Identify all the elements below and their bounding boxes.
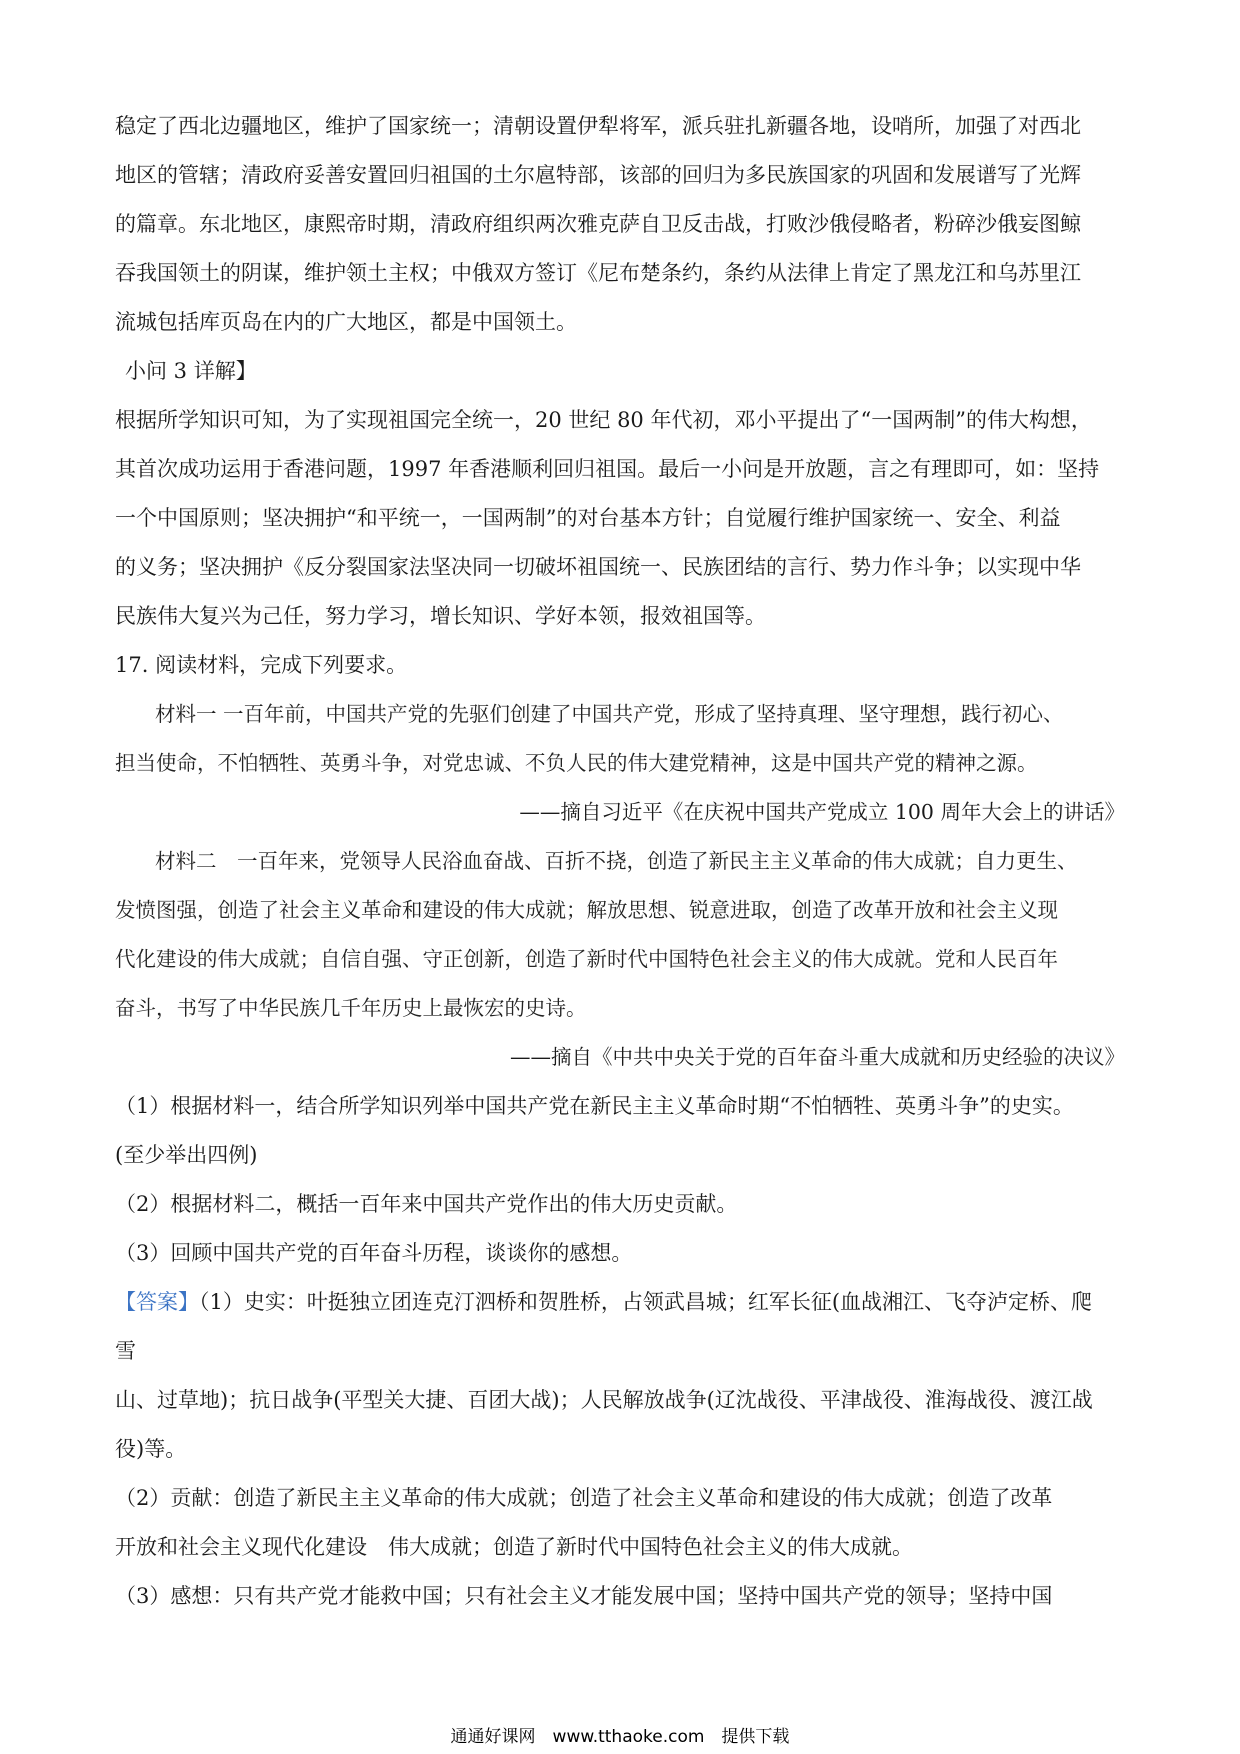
answer-line: （2）贡献：创造了新民主主义革命的伟大成就；创造了社会主义革命和建设的伟大成就；创造了改革: [115, 1486, 1053, 1510]
material-line: 材料二 一百年来，党领导人民浴血奋战、百折不挠，创造了新民主主义革命的伟大成就；自力更生、: [155, 849, 1078, 873]
page-footer: 通通好课网 www.tthaoke.com 提供下载: [450, 1727, 790, 1747]
text-line: 其首次成功运用于香港问题，1997 年香港顺利回归祖国。最后一小问是开放题，言之有理即可，如：坚持: [115, 457, 1100, 481]
question-line: （2）根据材料二，概括一百年来中国共产党作出的伟大历史贡献。: [115, 1192, 738, 1216]
page-content: [115, 102, 1135, 1621]
text-line: 稳定了西北边疆地区，维护了国家统一；清朝设置伊犁将军，派兵驻扎新疆各地，设哨所，加强了对西北: [115, 114, 1081, 138]
material-two-source: ——摘自《中共中央关于党的百年奋斗重大成就和历史经验的决议》: [510, 1045, 1125, 1069]
question-17-title: 17. 阅读材料，完成下列要求。: [115, 653, 408, 677]
text-line: 流城包括库页岛在内的广大地区，都是中国领土。: [115, 310, 577, 334]
sub-question-3-heading: 小问 3 详解】: [125, 359, 257, 383]
answer-label: 【答案】: [115, 1290, 199, 1314]
question-line: （1）根据材料一，结合所学知识列举中国共产党在新民主主义革命时期“不怕牺牲、英勇斗争”的史实。: [115, 1094, 1074, 1118]
text-line: 一个中国原则；坚决拥护“和平统一，一国两制”的对台基本方针；自觉履行维护国家统一、安全、利益: [115, 506, 1061, 530]
answer-line: 开放和社会主义现代化建设 伟大成就；创造了新时代中国特色社会主义的伟大成就。: [115, 1535, 913, 1559]
answer-block: [115, 1278, 1135, 1621]
question-line: (至少举出四例): [115, 1143, 258, 1167]
paragraph-top: [115, 102, 1135, 347]
answer-text: （1）史实：叶挺独立团连克汀泗桥和贺胜桥，占领武昌城；红军长征(血战湘江、飞夺泸定桥、爬: [199, 1290, 1093, 1314]
material-line: 发愤图强，创造了社会主义革命和建设的伟大成就；解放思想、锐意进取，创造了改革开放和社会主义现: [115, 898, 1058, 922]
material-line: 代化建设的伟大成就；自信自强、守正创新，创造了新时代中国特色社会主义的伟大成就。党和人民百年: [115, 947, 1058, 971]
text-line: 地区的管辖；清政府妥善安置回归祖国的土尔扈特部，该部的回归为多民族国家的巩固和发展谱写了光辉: [115, 163, 1081, 187]
material-line: 奋斗，书写了中华民族几千年历史上最恢宏的史诗。: [115, 996, 587, 1020]
material-one-source: ——摘自习近平《在庆祝中国共产党成立 100 周年大会上的讲话》: [519, 800, 1125, 824]
text-line: 吞我国领土的阴谋，维护领土主权；中俄双方签订《尼布楚条约，条约从法律上肯定了黑龙江和乌苏里江: [115, 261, 1081, 285]
paragraph-sub3: [115, 396, 1135, 641]
material-line: 材料一 一百年前，中国共产党的先驱们创建了中国共产党，形成了坚持真理、坚守理想，践行初心、: [155, 702, 1064, 726]
answer-line: [115, 1278, 1135, 1327]
text-line: 根据所学知识可知，为了实现祖国完全统一，20 世纪 80 年代初，邓小平提出了“一国两制”的伟大构想，: [115, 408, 1092, 432]
material-line: 担当使命，不怕牺牲、英勇斗争，对党忠诚、不负人民的伟大建党精神，这是中国共产党的精神之源。: [115, 751, 1038, 775]
answer-line: 雪: [115, 1339, 136, 1363]
answer-line: 山、过草地)；抗日战争(平型关大捷、百团大战)；人民解放战争(辽沈战役、平津战役、淮海战役、渡江战: [115, 1388, 1093, 1412]
text-line: 的篇章。东北地区，康熙帝时期，清政府组织两次雅克萨自卫反击战，打败沙俄侵略者，粉碎沙俄妄图鲸: [115, 212, 1081, 236]
text-line: 的义务；坚决拥护《反分裂国家法坚决同一切破坏祖国统一、民族团结的言行、势力作斗争；以实现中华: [115, 555, 1081, 579]
material-two: [115, 837, 1135, 1082]
answer-line: （3）感想：只有共产党才能救中国；只有社会主义才能发展中国；坚持中国共产党的领导；坚持中国: [115, 1584, 1053, 1608]
material-one: [115, 690, 1135, 837]
questions: [115, 1082, 1135, 1278]
question-line: （3）回顾中国共产党的百年奋斗历程，谈谈你的感想。: [115, 1241, 633, 1265]
text-line: 民族伟大复兴为己任，努力学习，增长知识、学好本领，报效祖国等。: [115, 604, 766, 628]
answer-line: 役)等。: [115, 1437, 187, 1461]
